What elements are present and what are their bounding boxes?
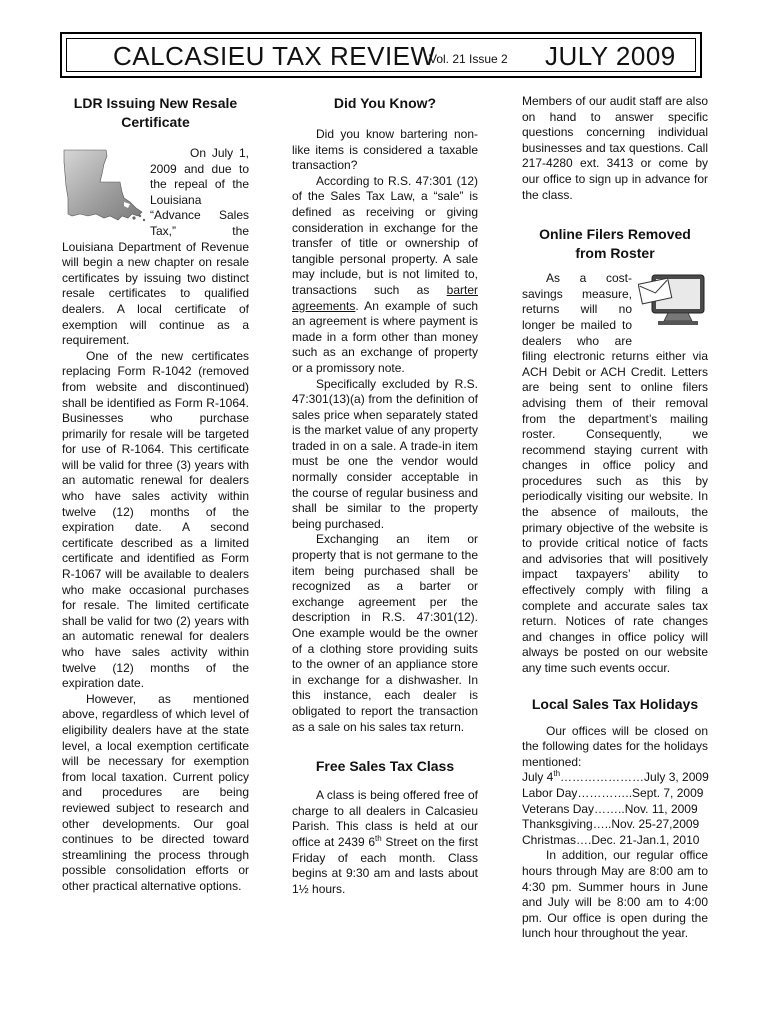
online-paragraph: As a cost-savings measure, returns will no longer be mailed to dealers who are filing electronic returns either via ACH Debit or ACH Credit. Letters are being sent to online filers advising them of their removal from the department’s mailing roster. Consequently, we recommend staying current with changes in office policy and procedures such as this by periodically visiting our website. In the absence of mailouts, the primary objective of the website is to provide critical notice of facts and advisories that will positively impact taxpayers’ ability to effectively comply with filing a complete and accurate sales tax return. Notices of rate changes and changes in office policy will always be posted on our website any time such events occur. [522,271,708,675]
column-3 [522,94,708,942]
louisiana-map-icon [62,146,148,238]
newsletter-title: CALCASIEU TAX REVIEW [113,41,436,71]
masthead-inner-border [66,38,696,72]
issue-number: Vol. 21 Issue 2 [429,52,508,66]
holidays-heading: Local Sales Tax Holidays [531,695,699,712]
know-paragraph-1: Did you know bartering non-like items is considered a taxable transaction? [292,127,478,173]
masthead [60,32,702,78]
holidays-intro: Our offices will be closed on the following dates for the holidays mentioned: [522,723,708,769]
office-hours-paragraph: In addition, our regular office hours through May are 8:00 am to 4:30 pm. Summer hours in June and July will be 8:00 am to 4:00 pm. Our office is open during the lunch hour throughout the year. [522,848,708,941]
ldr-paragraph-2: One of the new certificates replacing Form R-1042 (removed from website and discontinued) shall be identified as Form R-1064. Businesses who purchase primarily for resale will be targeted for use of R-1064. This certificate will be valid for three (3) years with an automatic renewal for dealers who have sales activity within twelve (12) months of the expiration date. A second certificate described as a limited certificate and identified as Form R-1067 will be available to dealers who make occasional purchases for resale. The limited certificate shall be valid for two (2) years with an automatic renewal for dealers who have sales activity within twelve (12) months of the expiration date. [62,348,249,691]
holiday-july-4: July 4th…………………July 3, 2009 [522,769,709,785]
holiday-thanksgiving: Thanksgiving…..Nov. 25-27,2009 [522,817,700,832]
computer-envelope-icon [638,271,708,335]
ldr-paragraph-1: On July 1, 2009 and due to the repeal of the Louisiana “Advance Sales Tax,” the Louisiana Department of Revenue will begin a new chapter on resale certificates by issuing two distinct resale certificates to qualified dealers. A local certificate of exemption will continue as a requirement. [62,146,249,348]
column-1 [62,94,249,895]
column-2 [292,94,478,897]
online-filers-heading: Online Filers Removed from Roster [539,226,691,262]
issue-date: JULY 2009 [545,41,676,71]
know-paragraph-3: Specifically excluded by R.S. 47:301(13)(a) from the definition of sales price when separately stated is the market value of any property traded in on a sale. A trade-in item must be one the vendor would normally consider acceptable in the course of regular business and shall be similar to the property being purchased. [292,376,478,531]
holiday-christmas: Christmas….Dec. 21-Jan.1, 2010 [522,832,700,847]
ldr-heading: LDR Issuing New Resale Certificate [73,95,238,130]
know-paragraph-2: According to R.S. 47:301 (12) of the Sales Tax Law, a “sale” is defined as receiving or giving consideration in exchange for the transfer of title or ownership of tangible personal property. A sale may include, but is not limited to, transactions such as barter agreements. An example of such an agreement is where payment is made in a form other than money such as an exchange of property or a promissory note. [292,173,478,375]
ldr-paragraph-3: However, as mentioned above, regardless of which level of eligibility dealers have at the state level, a local exemption certificate will be necessary for exemption from local taxation. Current policy and procedures are being reviewed subject to research and other developments. Our goal continues to be directed toward streamlining the process through possible consolidation efforts or other practical alternative options. [62,691,249,893]
barter-agreements-link[interactable]: barter agreements [292,282,478,313]
class-paragraph-2: Members of our audit staff are also on hand to answer specific questions concerning individual businesses and tax questions. Call 217-4280 ext. 3413 or come by our office to sign up in advance for the class. [522,94,708,202]
holiday-labor-day: Labor Day…………..Sept. 7, 2009 [522,785,704,800]
class-paragraph-1: A class is being offered free of charge to all dealers in Calcasieu Parish. This class is held at our office at 2439 6th Street on the first Friday of each month. Class begins at 9:30 am and lasts about 1½ hours. [292,788,478,896]
free-class-heading: Free Sales Tax Class [315,758,455,775]
holiday-veterans-day: Veterans Day……..Nov. 11, 2009 [522,801,698,816]
did-you-know-heading: Did You Know? [333,95,437,111]
know-paragraph-4: Exchanging an item or property that is not germane to the item being purchased shall be recognized as a barter or exchange agreement per the description in R.S. 47:301(12). One example would be the owner of a clothing store providing suits to the owner of an appliance store in exchange for a dishwasher. In this instance, each dealer is obligated to report the transaction as a sale on his sales tax return. [292,532,478,734]
